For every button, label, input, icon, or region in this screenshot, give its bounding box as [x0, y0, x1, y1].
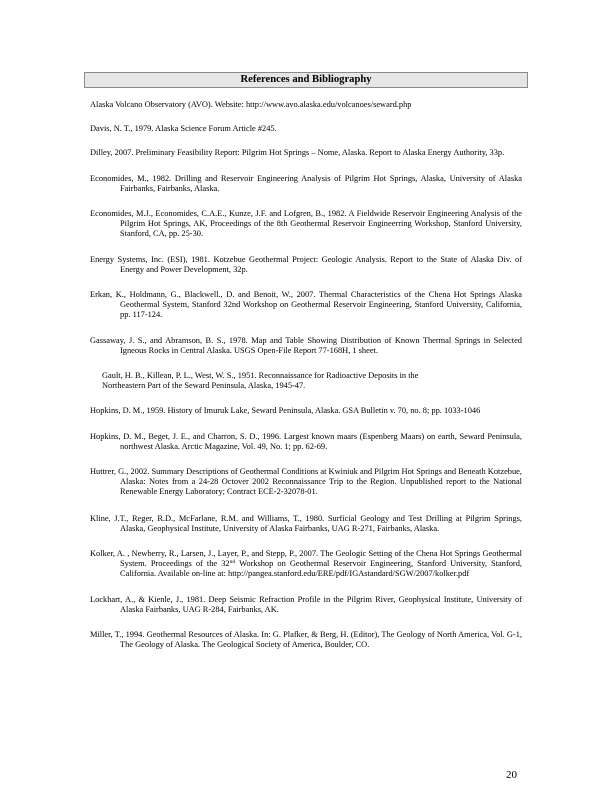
reference-entry	[90, 371, 522, 391]
reference-entry: Kline, J.T., Reger, R.D., McFarlane, R.M. and Williams, T., 1980. Surficial Geology and Test Drilling at Pilgrim Springs, Alaska, Geophysical Institute, University of Alaska Fairbanks, UAG R-271, Fairbanks, Alaska.	[90, 513, 522, 533]
superscript: nd	[229, 559, 236, 566]
reference-entry: Hopkins, D. M., 1959. History of Imuruk Lake, Seward Peninsula, Alaska. GSA Bulletin v. 70, no. 8; pp. 1033-1046	[90, 406, 481, 416]
page-number: 20	[506, 769, 517, 781]
reference-entry: Davis, N. T., 1979. Alaska Science Forum Article #245.	[90, 124, 277, 134]
reference-list	[90, 100, 522, 651]
reference-entry: Energy Systems, Inc. (ESI), 1981. Kotzebue Geothermal Project: Geologic Analysis. Report to the State of Alaska Div. of Energy and Power Development, 32p.	[90, 254, 522, 274]
reference-entry: Erkan, K., Holdmann, G., Blackwell., D. and Benoit, W., 2007. Thermal Characteristics of the Chena Hot Springs Alaska Geothermal System, Stanford 32nd Workshop on Geothermal Reservoir Engineering, Stanford University, California, pp. 117-124.	[90, 290, 522, 320]
reference-entry: Alaska Volcano Observatory (AVO). Website: http://www.avo.alaska.edu/volcanoes/seward.php	[90, 100, 412, 109]
reference-line: Northeastern Part of the Seward Peninsula, Alaska, 1945-47.	[102, 381, 306, 391]
reference-entry: Economides, M., 1982. Drilling and Reservoir Engineering Analysis of Pilgrim Hot Springs, Alaska, University of Alaska Fairbanks, Fairbanks, Alaska.	[90, 173, 522, 193]
reference-entry	[90, 549, 522, 580]
reference-entry: Economides, M.J., Economides, C.A.E., Kunze, J.F. and Lofgren, B., 1982. A Fieldwide Reservoir Engineering Analysis of the Pilgrim Hot Springs, AK, Proceedings of the 8th Geothermal Reservoir Engineerring Workshop, Stanford University, Stanford, CA, pp. 25-30.	[90, 209, 522, 239]
reference-entry: Lockhart, A., & Kienle, J., 1981. Deep Seismic Refraction Profile in the Pilgrim River, Geophysical Institute, University of Alaska Fairbanks, UAG R-284, Fairbanks, AK.	[90, 594, 522, 614]
reference-link[interactable]: http://pangea.stanford.edu/ERE/pdf/IGAstandard/SGW/2007/kolker.pdf	[228, 569, 470, 579]
reference-entry: Dilley, 2007. Preliminary Feasibility Report: Pilgrim Hot Springs – Nome, Alaska. Report to Alaska Energy Authority, 33p.	[90, 148, 505, 158]
reference-entry: Miller, T., 1994. Geothermal Resources of Alaska. In: G. Plafker, & Berg, H. (Editor), The Geology of North America, Vol. G-1, The Geology of Alaska. The Geological Society of America, Boulder, CO.	[90, 630, 522, 650]
reference-line: Gault, H. B., Killean, P. L., West, W. S., 1951. Reconnaissance for Radioactive Deposits in the	[102, 371, 419, 381]
reference-text: Workshop on Geothermal Reservoir Engineering, Stanford University, Stanford, California. Available on-line at:	[120, 559, 522, 579]
section-heading: References and Bibliography	[84, 72, 528, 88]
reference-entry: Gassaway, J. S., and Abramson, B. S., 1978. Map and Table Showing Distribution of Known Thermal Springs in Selected Igneous Rocks in Central Alaska. USGS Open-File Report 77-168H, 1 sheet.	[90, 335, 522, 355]
reference-entry: Hopkins, D. M., Beget, J. E., and Charron, S. D., 1996. Largest known maars (Espenberg Maars) on earth, Seward Peninsula, northwest Alaska. Arctic Magazine, Vol. 49, No. 1; pp. 62-69.	[90, 431, 522, 451]
reference-entry: Huttrer, G., 2002. Summary Descriptions of Geothermal Conditions at Kwiniuk and Pilgrim Hot Springs and Beneath Kotzebue, Alaska: Notes from a 24-28 Octover 2002 Reconnaissance Trip to the Region. Unpublished report to the National Renewable Energy Laboratory; Contract ECE-2-32078-01.	[90, 467, 522, 497]
reference-text: Kolker, A. , Newberry, R., Larsen, J., Layer, P., and Stepp, P., 2007. The Geologic Setting of the Chena Hot Springs Geothermal System. Proceedings of the 32	[90, 549, 522, 569]
